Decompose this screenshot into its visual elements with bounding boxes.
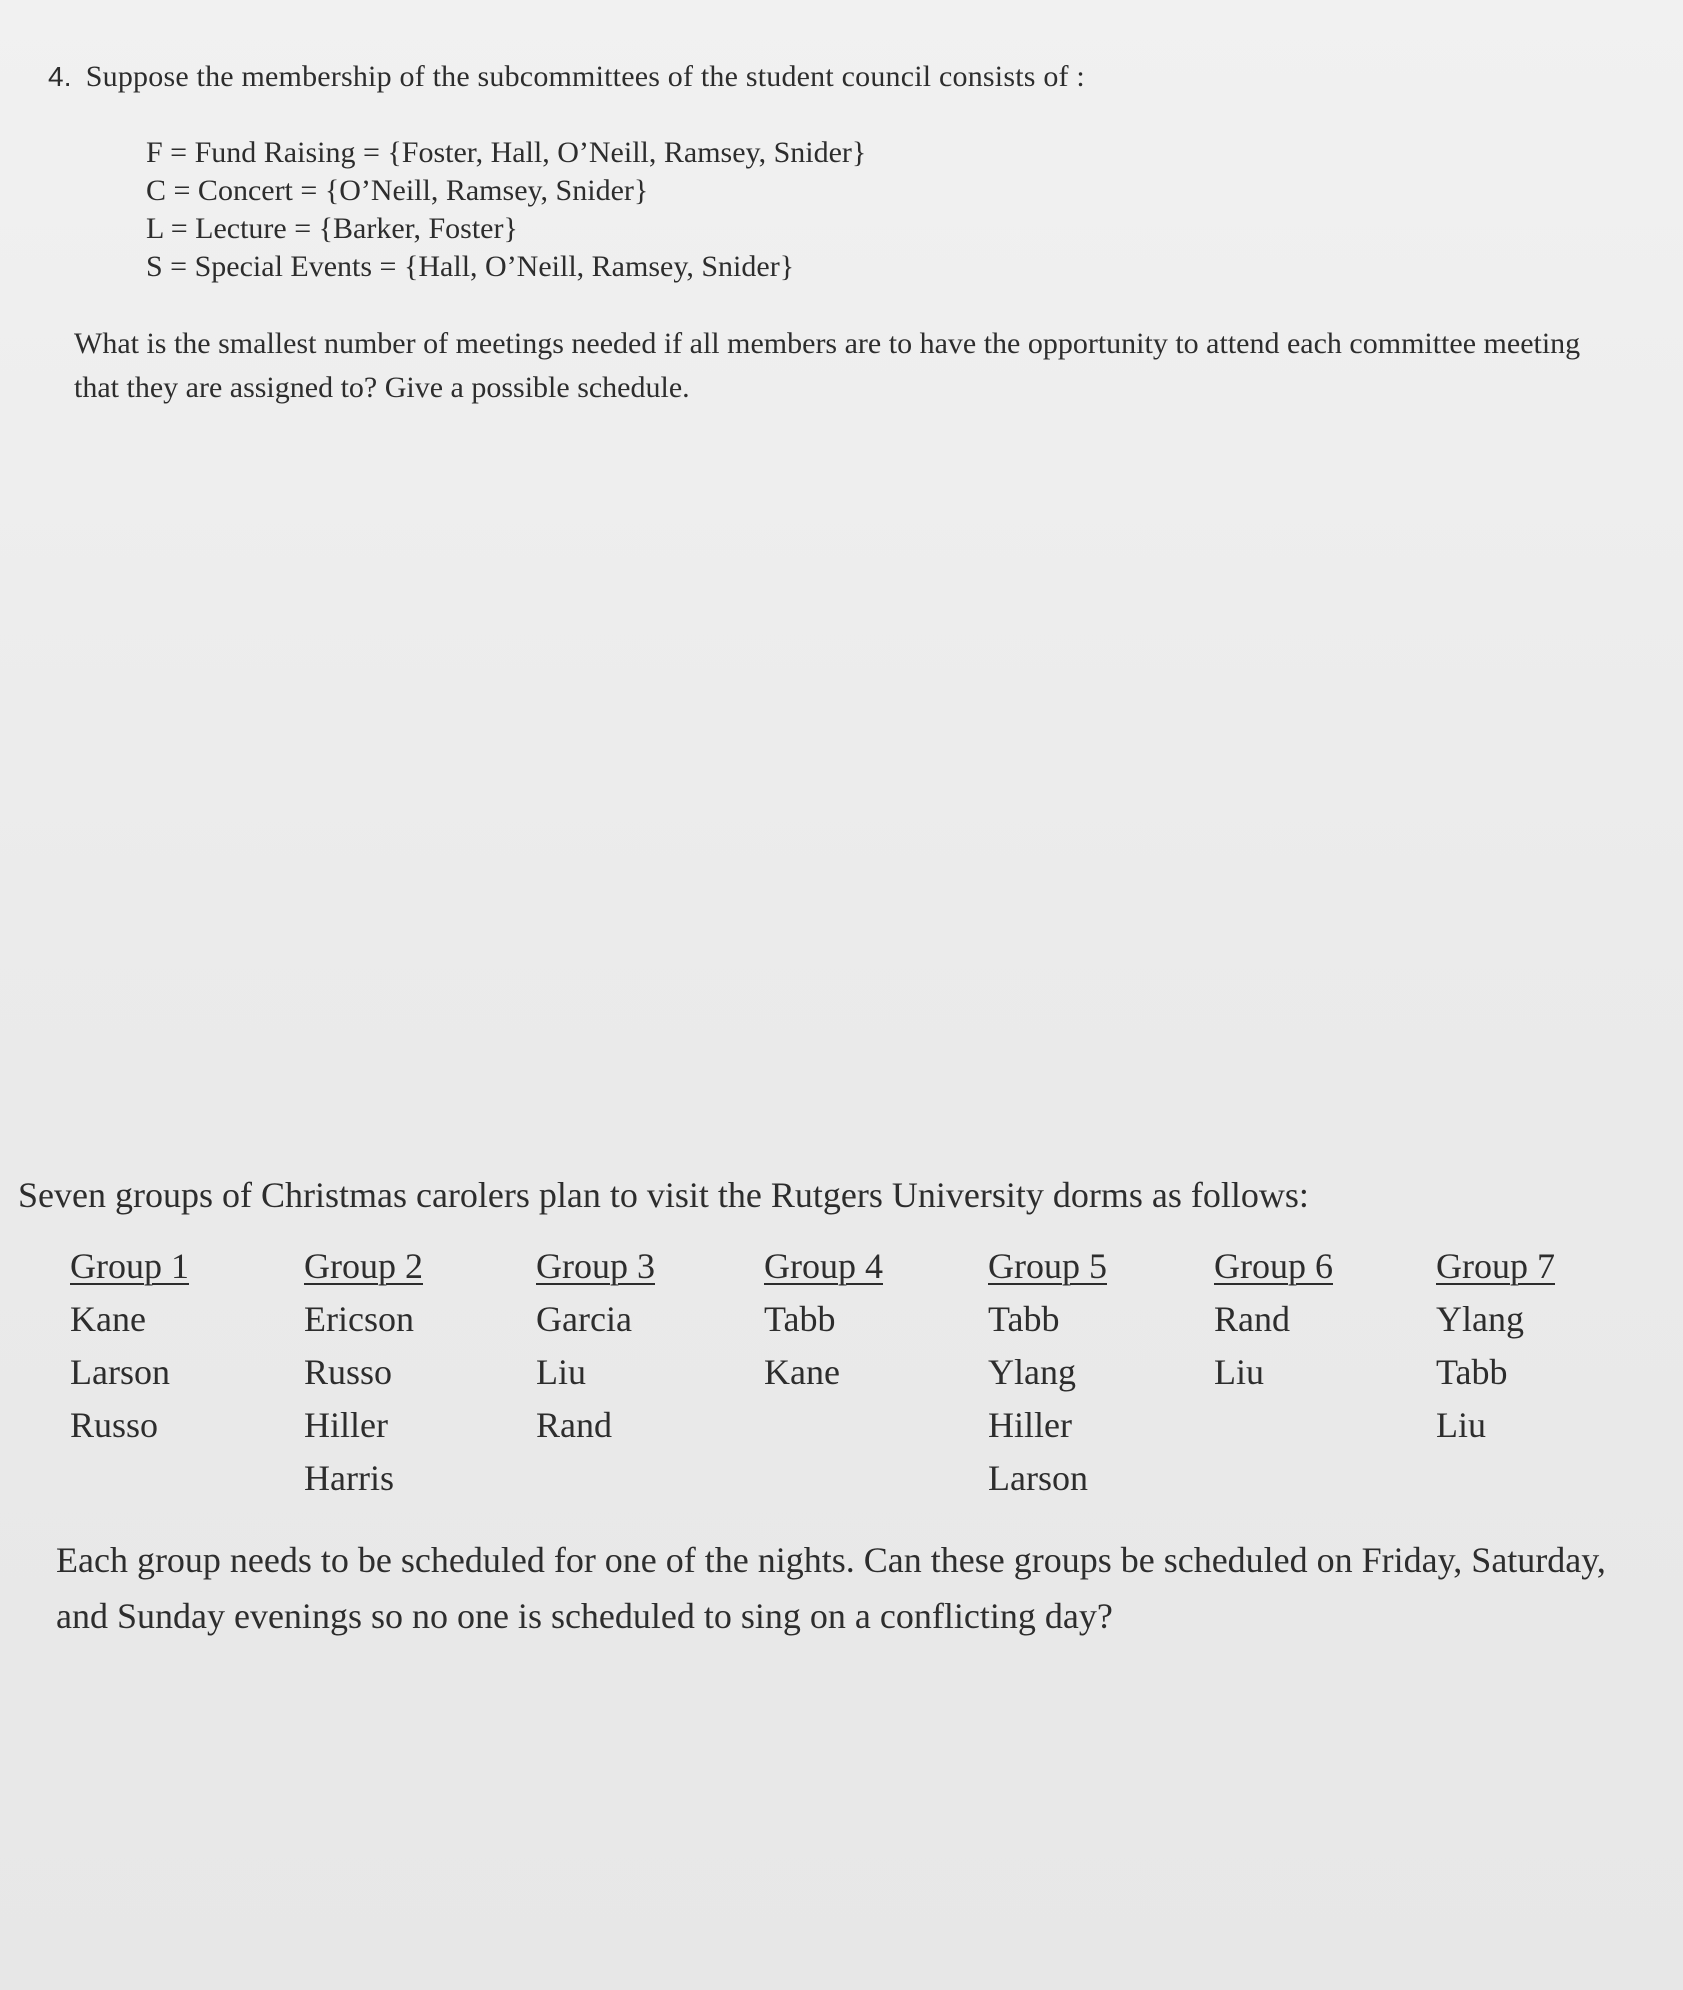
- group-5-column: [988, 1240, 1107, 1505]
- group-member: Russo: [70, 1405, 159, 1445]
- group-1-column: [70, 1240, 189, 1452]
- group-member: Rand: [536, 1405, 612, 1445]
- group-6-column: [1214, 1240, 1333, 1399]
- carolers-intro: Seven groups of Christmas carolers plan to visit the Rutgers University dorms as follows:: [18, 1175, 1309, 1215]
- group-title: Group 4: [764, 1246, 883, 1286]
- group-member: Harris: [304, 1458, 394, 1498]
- set-lecture: L = Lecture = {Barker, Foster}: [146, 212, 518, 245]
- group-member: Rand: [1214, 1299, 1290, 1339]
- group-member: Ericson: [304, 1299, 414, 1339]
- problem-heading-text: Suppose the membership of the subcommittees of the student council consists of :: [85, 60, 1085, 93]
- group-title: Group 3: [536, 1246, 655, 1286]
- group-member: Tabb: [988, 1299, 1060, 1339]
- problem-heading: [48, 60, 1085, 94]
- group-title: Group 6: [1214, 1246, 1333, 1286]
- group-member: Kane: [764, 1352, 840, 1392]
- group-member: Tabb: [1436, 1352, 1508, 1392]
- group-3-column: [536, 1240, 655, 1452]
- group-title: Group 5: [988, 1246, 1107, 1286]
- group-member: Liu: [1436, 1405, 1486, 1445]
- set-concert: C = Concert = {O’Neill, Ramsey, Snider}: [146, 174, 649, 207]
- group-member: Liu: [536, 1352, 586, 1392]
- group-4-column: [764, 1240, 883, 1399]
- group-7-column: [1436, 1240, 1555, 1452]
- group-member: Larson: [988, 1458, 1088, 1498]
- committee-set-list: [146, 134, 866, 286]
- problem-number: 4.: [48, 61, 72, 92]
- group-member: Ylang: [988, 1352, 1076, 1392]
- group-member: Ylang: [1436, 1299, 1524, 1339]
- group-title: Group 2: [304, 1246, 423, 1286]
- group-member: Kane: [70, 1299, 146, 1339]
- group-member: Russo: [304, 1352, 393, 1392]
- group-title: Group 7: [1436, 1246, 1555, 1286]
- scheduling-question: Each group needs to be scheduled for one of the nights. Can these groups be scheduled on Friday, Saturday, and Sunday evenings so no one is scheduled to sing on a conflicting day?: [56, 1540, 1606, 1636]
- set-fund-raising: F = Fund Raising = {Foster, Hall, O’Neill, Ramsey, Snider}: [146, 136, 867, 169]
- group-member: Larson: [70, 1352, 170, 1392]
- meetings-question: What is the smallest number of meetings needed if all members are to have the opportunity to attend each committee meeting that they are assigned to? Give a possible schedule.: [74, 327, 1581, 404]
- caroler-groups-table: [0, 1240, 1683, 1500]
- group-member: Garcia: [536, 1299, 632, 1339]
- group-title: Group 1: [70, 1246, 189, 1286]
- set-special-events: S = Special Events = {Hall, O’Neill, Ramsey, Snider}: [146, 250, 795, 283]
- group-2-column: [304, 1240, 423, 1505]
- group-member: Hiller: [304, 1405, 388, 1445]
- group-member: Hiller: [988, 1405, 1072, 1445]
- group-member: Liu: [1214, 1352, 1264, 1392]
- group-member: Tabb: [764, 1299, 836, 1339]
